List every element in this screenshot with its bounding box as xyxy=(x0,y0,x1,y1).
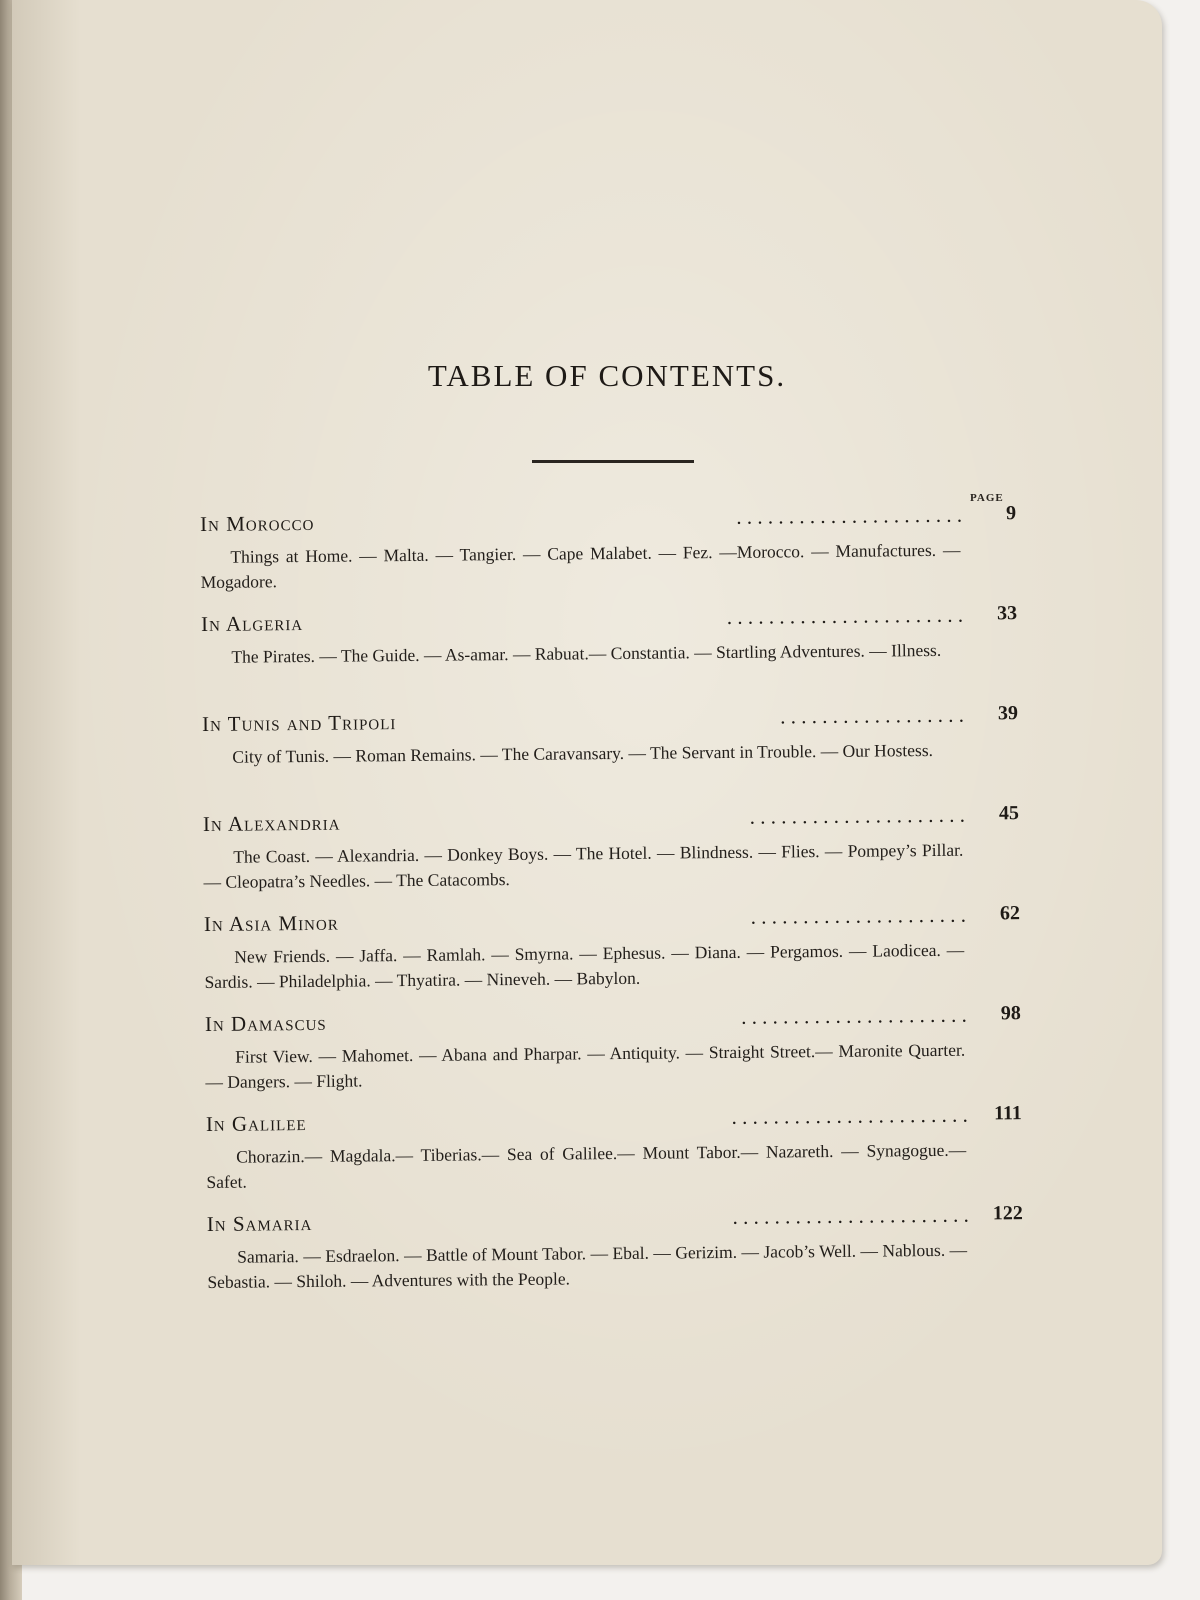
entry-heading-row xyxy=(203,804,1019,842)
page-column-label: PAGE xyxy=(970,492,1004,504)
entry-page-number: 122 xyxy=(992,1202,1023,1225)
title-rule xyxy=(532,460,694,463)
entry-summary: The Coast. — Alexandria. — Donkey Boys. — The Hotel. — Blindness. — Flies. — Pompey’s Pillar. — Cleopatra’s Needles. — The Catacombs. xyxy=(203,839,964,892)
entry-heading-row xyxy=(201,604,1017,642)
contents-entry xyxy=(201,604,1018,712)
dot-leader: . . . . . . . . . . . . . . . . . . . . . xyxy=(749,802,966,829)
entry-heading: In Morocco xyxy=(200,510,315,536)
contents-entry xyxy=(204,904,1021,1012)
entry-heading: In Asia Minor xyxy=(203,910,339,936)
entry-heading: In Damascus xyxy=(204,1010,327,1036)
contents-entry xyxy=(207,1204,1024,1312)
entry-summary: New Friends. — Jaffa. — Ramlah. — Smyrna. — Ephesus. — Diana. — Pergamos. — Laodicea. — Sardis. — Philadelphia. — Thyatira. — Nineveh. — Babylon. xyxy=(204,939,965,992)
entry-summary: First View. — Mahomet. — Abana and Pharpar. — Antiquity. — Straight Street.— Maronite Quarter. — Dangers. — Flight. xyxy=(205,1039,966,1092)
entry-page-number: 33 xyxy=(996,602,1018,625)
entry-heading: In Galilee xyxy=(205,1111,307,1136)
entry-heading-row xyxy=(206,1104,1022,1142)
entry-page-number: 39 xyxy=(997,702,1019,725)
contents-entry xyxy=(206,1104,1023,1212)
dot-leader: . . . . . . . . . . . . . . . . . . . . . . xyxy=(741,1002,967,1029)
dot-leader: . . . . . . . . . . . . . . . . . . . . . . . xyxy=(731,1102,968,1129)
contents-entry xyxy=(203,804,1020,912)
book-page xyxy=(12,0,1162,1565)
contents-entry xyxy=(205,1004,1022,1112)
entry-summary: Things at Home. — Malta. — Tangier. — Cape Malabet. — Fez. —Morocco. — Manufactures. — Mogadore. xyxy=(200,539,961,592)
entry-summary: City of Tunis. — Roman Remains. — The Caravansary. — The Servant in Trouble. — Our Hostess. xyxy=(232,739,934,767)
dot-leader: . . . . . . . . . . . . . . . . . . . . . . . xyxy=(732,1202,969,1229)
entry-heading: In Algeria xyxy=(200,611,304,636)
entry-summary: Samaria. — Esdraelon. — Battle of Mount Tabor. — Ebal. — Gerizim. — Jacob’s Well. — Nablous. — Sebastia. — Shiloh. — Adventures with the People. xyxy=(207,1239,968,1292)
page-title: TABLE OF CONTENTS. xyxy=(427,358,787,393)
entry-heading-row xyxy=(200,504,1016,542)
entry-page-number: 98 xyxy=(1000,1002,1021,1025)
entry-page-number: 45 xyxy=(998,802,1020,825)
contents-entry xyxy=(200,504,1017,612)
entry-heading-row xyxy=(207,1204,1023,1242)
contents-entry xyxy=(202,704,1019,812)
entry-page-number: 111 xyxy=(993,1102,1022,1125)
entry-page-number: 9 xyxy=(1005,502,1017,525)
entry-summary: Chorazin.— Magdala.— Tiberias.— Sea of Galilee.— Mount Tabor.— Nazareth. — Synagogue.— Safet. xyxy=(206,1139,967,1192)
entry-heading: In Samaria xyxy=(206,1210,313,1236)
dot-leader: . . . . . . . . . . . . . . . . . . . . . xyxy=(750,902,967,929)
dot-leader: . . . . . . . . . . . . . . . . . . . . . . xyxy=(736,502,963,529)
entry-heading-row xyxy=(202,704,1018,742)
entry-summary: The Pirates. — The Guide. — As-amar. — Rabuat.— Constantia. — Startling Adventures. — Illness. xyxy=(231,639,942,667)
entry-heading: In Alexandria xyxy=(202,810,341,836)
entry-heading: In Tunis and Tripoli xyxy=(201,710,397,736)
entry-page-number: 62 xyxy=(999,902,1020,925)
contents-list xyxy=(200,504,1024,1312)
entry-heading-row xyxy=(204,904,1020,942)
entry-heading-row xyxy=(205,1004,1021,1042)
dot-leader: . . . . . . . . . . . . . . . . . . xyxy=(780,702,965,729)
dot-leader: . . . . . . . . . . . . . . . . . . . . . . . xyxy=(726,602,964,629)
